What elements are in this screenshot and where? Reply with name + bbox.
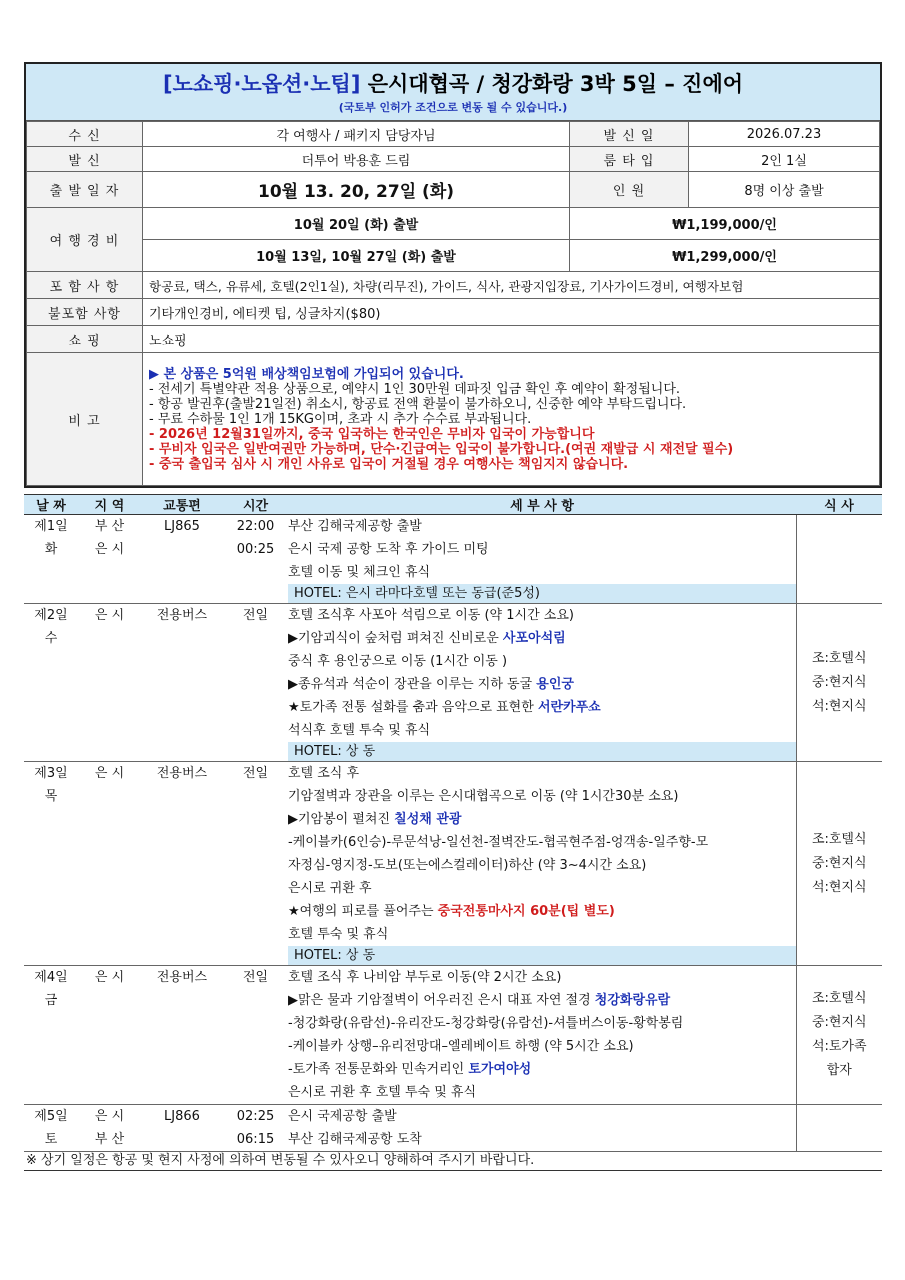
col-details: 세 부 사 항 — [288, 495, 796, 515]
day4-row — [24, 966, 882, 1105]
day-number: 제4일 — [34, 970, 68, 985]
send-date-label: 발 신 일 — [570, 122, 689, 147]
time: 02:25 — [236, 1109, 275, 1124]
flight-number: LJ865 — [164, 519, 200, 534]
hotel-line: HOTEL: 상 동 — [288, 946, 796, 965]
notes-visa: - 중국 출입국 심사 시 개인 사유로 입국이 거절될 경우 여행사는 책임지지 않습니다. — [149, 456, 629, 472]
highlight-show: 서란카푸쇼 — [537, 700, 601, 715]
footer-note: ※ 상기 일정은 항공 및 현지 사정에 의하여 변동될 수 있사오니 양해하여 주시기 바랍니다. — [24, 1151, 882, 1171]
detail-line: ★여행의 피로를 풀어주는 중국전통마사지 60분(팁 별도) — [288, 904, 615, 919]
detail-line: 기암절벽과 장관을 이루는 은시대협곡으로 이동 (약 1시간30분 소요) — [288, 789, 679, 804]
day-weekday: 화 — [44, 542, 58, 557]
transport: 전용버스 — [156, 970, 208, 985]
meal-lunch: 중:현지식 — [811, 855, 867, 871]
detail-line: ▶맑은 물과 기암절벽이 어우러진 은시 대표 자연 절경 청강화랑유람 — [288, 993, 671, 1008]
day-weekday: 금 — [44, 993, 58, 1008]
meal-dinner: 석:현지식 — [811, 879, 867, 895]
meals-cell — [796, 966, 882, 1105]
meals-cell — [796, 515, 882, 604]
detail-line: ★토가족 전통 설화를 춤과 음악으로 표현한 서란카푸쇼 — [288, 700, 601, 715]
day-number: 제1일 — [34, 519, 68, 534]
region: 부 산 — [94, 519, 125, 534]
time: 22:00 — [236, 519, 275, 534]
time: 00:25 — [236, 542, 275, 557]
day3-row — [24, 762, 882, 966]
detail-line: 호텔 조식 후 — [288, 766, 360, 781]
pax-label: 인 원 — [570, 172, 689, 208]
transport: 전용버스 — [156, 608, 208, 623]
detail-line: -케이블카 상행–유리전망대–엘레베이트 하행 (약 5시간 소요) — [288, 1039, 634, 1054]
detail-line: ▶기암봉이 펼쳐진 칠성채 관광 — [288, 812, 462, 827]
col-transport: 교통편 — [141, 495, 223, 515]
notes-visa: - 무비자 입국은 일반여권만 가능하며, 단수·긴급여는 입국이 불가합니다.(여권 재발급 시 재전달 필수) — [149, 441, 734, 457]
recipient-value: 각 여행사 / 패키지 담당자님 — [143, 122, 570, 147]
detail-line: 은시로 귀환 후 호텔 투숙 및 휴식 — [288, 1085, 477, 1100]
time: 전일 — [242, 766, 269, 781]
highlight-sight: 청강화랑유람 — [594, 993, 671, 1008]
meal-breakfast: 조:호텔식 — [811, 650, 867, 666]
detail-line: 석식후 호텔 투숙 및 휴식 — [288, 723, 431, 738]
price1-amount: ₩1,199,000/인 — [570, 208, 880, 240]
notes-line: - 전세기 특별약관 적용 상품으로, 예약시 1인 30만원 데파짓 입금 확인 후 예약이 확정됩니다. — [149, 381, 681, 397]
notes-line: - 항공 발권후(출발21일전) 취소시, 항공료 전액 환불이 불가하오니, 신중한 예약 부탁드립니다. — [149, 396, 687, 412]
sender-label: 발 신 — [27, 147, 143, 172]
col-date: 날 짜 — [24, 495, 78, 515]
day-number: 제2일 — [34, 608, 68, 623]
highlight-sight: 토가여야성 — [468, 1062, 532, 1077]
meal-dinner-cont: 합자 — [826, 1063, 852, 1078]
meals-cell — [796, 604, 882, 762]
page-title — [26, 68, 880, 98]
hotel-line: HOTEL: 상 동 — [288, 742, 796, 761]
col-time: 시간 — [223, 495, 288, 515]
shopping-value: 노쇼핑 — [143, 326, 880, 353]
include-value: 항공료, 택스, 유류세, 호텔(2인1실), 차량(리무진), 가이드, 식사, 관광지입장료, 기사가이드경비, 여행자보험 — [143, 272, 880, 299]
schedule-table — [24, 494, 882, 1151]
day-weekday: 수 — [44, 631, 58, 646]
day-number: 제3일 — [34, 766, 68, 781]
send-date-value: 2026.07.23 — [689, 122, 880, 147]
time: 06:15 — [236, 1132, 275, 1147]
detail-line: 은시 국제공항 출발 — [288, 1109, 397, 1124]
detail-line: ▶기암괴식이 숲처럼 펴쳐진 신비로운 사포아석림 — [288, 631, 566, 646]
detail-line: 부산 김해국제공항 출발 — [288, 519, 422, 534]
day2-row — [24, 604, 882, 762]
room-type-label: 룸 타 입 — [570, 147, 689, 172]
notes-line: - 무료 수하물 1인 1개 15KG이며, 초과 시 추가 수수료 부과됩니다. — [149, 411, 532, 427]
time: 전일 — [242, 608, 269, 623]
hotel-line: HOTEL: 은시 라마다호텔 또는 동급(준5성) — [288, 584, 796, 603]
detail-line: ▶종유석과 석순이 장관을 이루는 지하 동굴 용인궁 — [288, 677, 574, 692]
region: 은 시 — [94, 970, 125, 985]
price-label: 여 행 경 비 — [27, 208, 143, 272]
title-tags: [노쇼핑·노옵션·노팁] — [162, 72, 361, 96]
day-weekday: 토 — [44, 1132, 58, 1147]
detail-line: 호텔 조식 후 나비암 부두로 이동(약 2시간 소요) — [288, 970, 562, 985]
price2-dates: 10월 13일, 10월 27일 (화) 출발 — [143, 240, 570, 272]
detail-line: -청강화랑(유람선)-유리잔도-청강화랑(유람선)-셔틀버스이동-황학봉림 — [288, 1016, 684, 1031]
highlight-sight: 사포아석림 — [502, 631, 566, 646]
meal-lunch: 중:현지식 — [811, 1015, 867, 1030]
meal-dinner: 석:토가족 — [811, 1039, 867, 1054]
region: 은 시 — [94, 608, 125, 623]
day5-row — [24, 1105, 882, 1152]
highlight-massage: 중국전통마사지 60분(팁 별도) — [437, 904, 615, 919]
transport: 전용버스 — [156, 766, 208, 781]
price1-dates: 10월 20일 (화) 출발 — [143, 208, 570, 240]
detail-line: -케이블카(6인승)-루문석낭-일선천-절벽잔도-협곡현주점-엉객송-일주향-모 — [288, 835, 709, 850]
include-label: 포 함 사 항 — [27, 272, 143, 299]
exclude-label: 불포함 사항 — [27, 299, 143, 326]
notes-visa: - 2026년 12월31일까지, 중국 입국하는 한국인은 무비자 입국이 가능합니다 — [149, 426, 595, 442]
meal-lunch: 중:현지식 — [811, 674, 867, 690]
meal-breakfast: 조:호텔식 — [811, 831, 867, 847]
detail-line: 부산 김해국제공항 도착 — [288, 1132, 422, 1147]
meals-cell — [796, 762, 882, 966]
meal-dinner: 석:현지식 — [811, 698, 867, 714]
notes-insurance: ▶ 본 상품은 5억원 배상책임보험에 가입되어 있습니다. — [149, 366, 464, 382]
title-banner — [26, 64, 880, 121]
page-subtitle: (국토부 인허가 조건으로 변동 될 수 있습니다.) — [338, 101, 568, 114]
pax-value: 8명 이상 출발 — [689, 172, 880, 208]
sender-value: 더투어 박용훈 드림 — [143, 147, 570, 172]
departure-dates: 10월 13. 20, 27일 (화) — [143, 172, 570, 208]
detail-line: 호텔 조식후 사포아 석림으로 이동 (약 1시간 소요) — [288, 608, 574, 623]
highlight-sight: 용인궁 — [536, 677, 574, 692]
meal-breakfast: 조:호텔식 — [811, 991, 867, 1006]
col-region: 지 역 — [78, 495, 141, 515]
col-meals: 식 사 — [796, 495, 882, 515]
region: 은 시 — [94, 766, 125, 781]
departure-label: 출 발 일 자 — [27, 172, 143, 208]
shopping-label: 쇼 핑 — [27, 326, 143, 353]
info-table — [26, 121, 880, 486]
time: 전일 — [242, 970, 269, 985]
notes-box — [143, 353, 880, 486]
region: 부 산 — [94, 1132, 125, 1147]
price2-amount: ₩1,299,000/인 — [570, 240, 880, 272]
detail-line: 중식 후 용인궁으로 이동 (1시간 이동 ) — [288, 654, 508, 669]
notes-label: 비 고 — [27, 353, 143, 486]
region: 은 시 — [94, 542, 125, 557]
exclude-value: 기타개인경비, 에티켓 팁, 싱글차지($80) — [143, 299, 880, 326]
title-text: 은시대협곡 / 청강화랑 3박 5일 – 진에어 — [360, 72, 744, 96]
detail-line: 호텔 투숙 및 휴식 — [288, 927, 389, 942]
region: 은 시 — [94, 1109, 125, 1124]
flight-number: LJ866 — [164, 1109, 200, 1124]
itinerary-sheet — [24, 62, 882, 1171]
detail-line: 은시 국제 공항 도착 후 가이드 미팅 — [288, 542, 489, 557]
day-weekday: 목 — [44, 789, 58, 804]
detail-line: 자정심-영지정-도보(또는에스컬레이터)하산 (약 3~4시간 소요) — [288, 858, 647, 873]
day-number: 제5일 — [34, 1109, 68, 1124]
meals-cell — [796, 1105, 882, 1152]
detail-line: 은시로 귀환 후 — [288, 881, 372, 896]
header-box — [24, 62, 882, 488]
detail-line: -토가족 전통문화와 민속거리인 토가여야성 — [288, 1062, 532, 1077]
highlight-sight: 칠성채 관광 — [394, 812, 462, 827]
room-type-value: 2인 1실 — [689, 147, 880, 172]
day1-row — [24, 515, 882, 604]
detail-line: 호텔 이동 및 체크인 휴식 — [288, 565, 431, 580]
recipient-label: 수 신 — [27, 122, 143, 147]
